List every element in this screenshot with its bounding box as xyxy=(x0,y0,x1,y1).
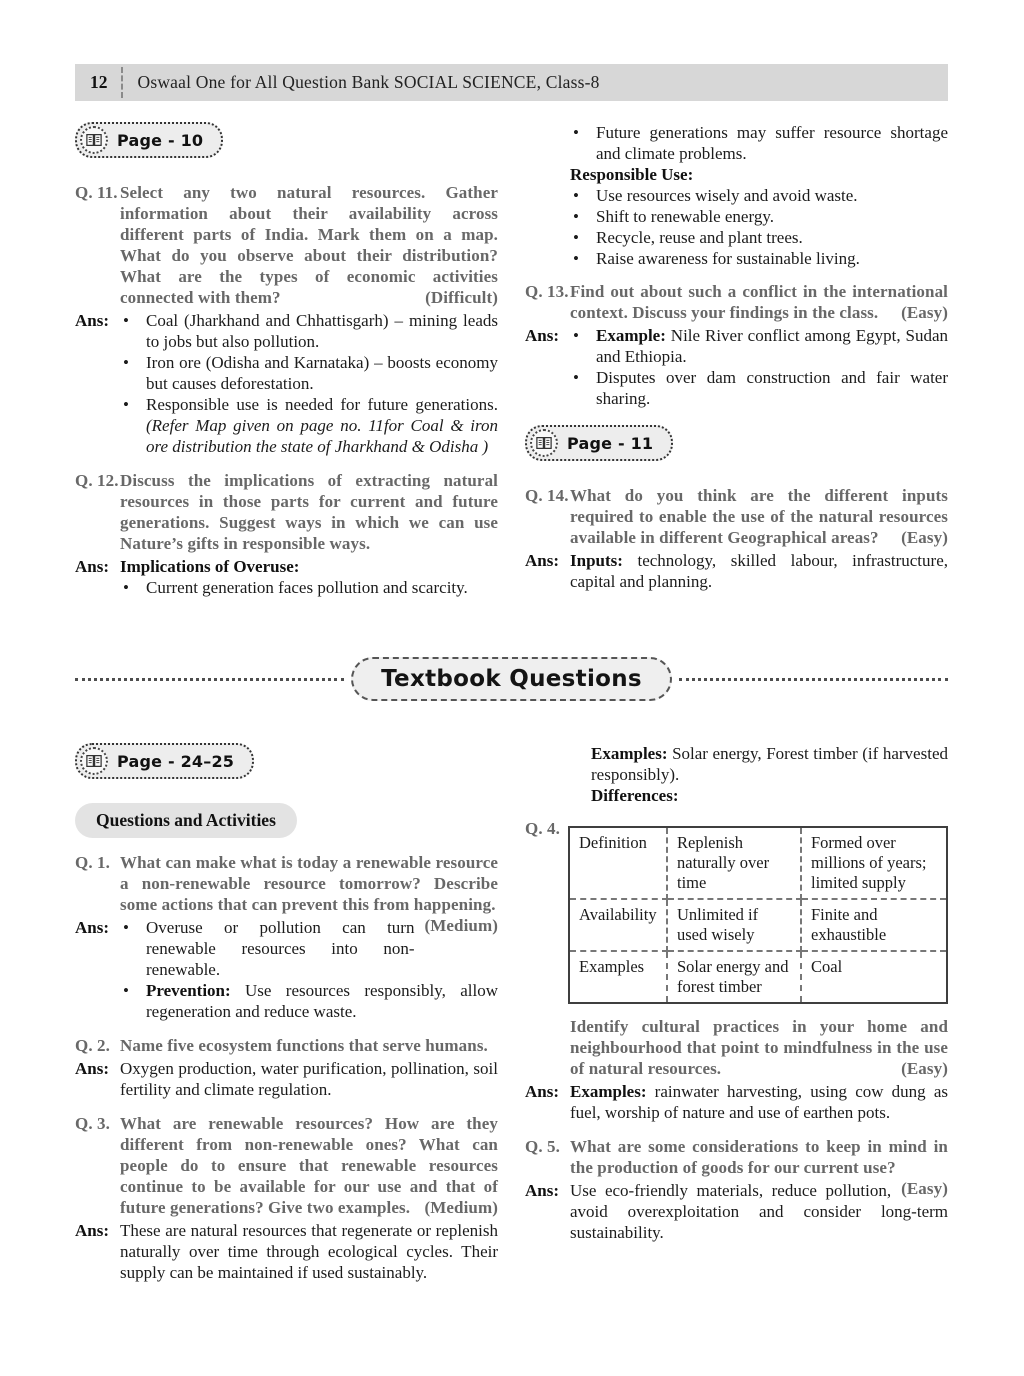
table-cell: Coal xyxy=(811,957,843,976)
page-badge-row xyxy=(75,122,498,158)
answer-label: Ans: xyxy=(525,1082,560,1101)
question-number: Q. 13. xyxy=(525,282,569,301)
answer xyxy=(525,1180,948,1243)
text-segment: Responsible Use: xyxy=(570,165,694,184)
bullet-item xyxy=(120,394,498,457)
page-badge xyxy=(75,743,254,779)
bullet-item xyxy=(120,917,414,980)
question-text xyxy=(120,183,498,307)
bullet-text xyxy=(596,227,948,248)
table-cell: Formed over millions of years; limited supply xyxy=(801,827,947,899)
answer xyxy=(525,325,948,409)
answer-line xyxy=(120,1220,498,1283)
question xyxy=(75,1113,498,1218)
page-badge-label: Page - 11 xyxy=(567,433,654,453)
text-segment: (Refer Map given on page no. 11for Coal & iron ore distribution the state of Jharkhand & Odisha ) xyxy=(146,416,498,456)
bullet-text xyxy=(596,206,948,227)
answer-label: Ans: xyxy=(75,1059,110,1078)
question-number: Q. 5. xyxy=(525,1137,560,1156)
text-segment: Overuse or pollution can turn renewable resources into non-renewable. xyxy=(146,918,415,979)
bullet-item xyxy=(120,577,498,598)
bullet-text xyxy=(146,310,498,352)
page-number: 12 xyxy=(90,72,108,92)
answer-continuation xyxy=(525,743,948,806)
table-cell: Examples xyxy=(569,951,667,1003)
question-number: Q. 3. xyxy=(75,1114,110,1133)
answer xyxy=(75,1220,498,1283)
bullet-text xyxy=(146,352,498,394)
question-text xyxy=(570,1017,948,1078)
bottom-right-column xyxy=(525,743,948,1296)
top-left-column xyxy=(75,122,498,611)
bullet-item xyxy=(570,185,948,206)
bullet-icon: • xyxy=(573,207,579,226)
answer-content xyxy=(120,310,498,457)
answer-line xyxy=(570,164,948,185)
page-badge-label: Page - 10 xyxy=(117,130,204,150)
answer-line xyxy=(570,1081,948,1123)
subsection-pill: Questions and Activities xyxy=(75,803,297,838)
page-badge xyxy=(525,425,673,461)
question xyxy=(75,182,498,308)
qa-item xyxy=(75,1035,498,1100)
answer xyxy=(75,310,498,457)
answer-label: Ans: xyxy=(525,326,560,345)
page-badge-row xyxy=(525,425,948,461)
answer-content xyxy=(570,1081,948,1123)
text-segment: Differences: xyxy=(591,786,679,805)
bullet-icon: • xyxy=(573,249,579,268)
answer-content xyxy=(120,556,498,598)
bullet-text xyxy=(596,185,948,206)
text-segment: Inputs: xyxy=(570,551,623,570)
question-text xyxy=(570,282,948,322)
question-number: Q. 4. xyxy=(525,819,560,838)
top-right-column xyxy=(525,122,948,611)
book-icon xyxy=(80,747,108,775)
text-segment: Oxygen production, water purification, pollination, soil fertility and climate regulation. xyxy=(120,1059,498,1099)
text-segment: Name five ecosystem functions that serve humans. xyxy=(120,1036,488,1055)
question-text xyxy=(570,1137,948,1198)
text-segment: Raise awareness for sustainable living. xyxy=(596,249,860,268)
question-text xyxy=(120,471,498,553)
text-segment: Examples: xyxy=(570,1082,647,1101)
text-segment: Discuss the implications of extracting natural resources in those parts for current and future generations. Suggest ways in which we can use Nature’s gifts in responsible ways. xyxy=(120,471,498,553)
difficulty-label: (Easy) xyxy=(901,1059,948,1078)
book-icon xyxy=(530,429,558,457)
difficulty-label: (Easy) xyxy=(901,1179,948,1198)
text-segment: Future generations may suffer resource shortage and climate problems. xyxy=(596,123,948,163)
answer-content xyxy=(570,325,948,409)
text-segment: Nile River conflict among Egypt, Sudan and Ethiopia. xyxy=(596,326,948,366)
bullet-item xyxy=(570,248,948,269)
qa-item xyxy=(75,182,498,457)
difficulty-label: (Easy) xyxy=(901,303,948,322)
table-cell: Replenish naturally over time xyxy=(667,827,801,899)
answer-line xyxy=(570,550,948,592)
bullet-item xyxy=(570,325,948,367)
header-title: Oswaal One for All Question Bank SOCIAL SCIENCE, Class-8 xyxy=(137,72,600,92)
text-segment: Coal (Jharkhand and Chhattisgarh) – mining leads to jobs but also pollution. xyxy=(146,311,498,351)
table-cell: Finite and exhaustible xyxy=(801,899,947,951)
qa-item xyxy=(75,852,498,1022)
table-cell: Solar energy and forest timber xyxy=(667,951,801,1003)
bullet-text xyxy=(596,248,948,269)
question-text xyxy=(120,1036,488,1055)
text-segment: What do you think are the different inputs required to enable the use of the natural resources available in different Geographical areas? xyxy=(570,486,948,547)
book-icon xyxy=(80,126,108,154)
text-segment: technology, skilled labour, infrastructure, capital and planning. xyxy=(570,551,948,591)
text-segment: Disputes over dam construction and fair water sharing. xyxy=(596,368,948,408)
bullet-item xyxy=(120,352,498,394)
bullet-icon: • xyxy=(573,228,579,247)
qa-item xyxy=(525,818,948,1123)
qa-item xyxy=(75,470,498,598)
answer-label: Ans: xyxy=(75,557,110,576)
table-cell: Unlimited if used wisely xyxy=(667,899,801,951)
bullet-icon: • xyxy=(123,395,129,414)
answer xyxy=(75,556,498,598)
answer-line xyxy=(570,1180,948,1243)
bullet-icon: • xyxy=(123,578,129,597)
page-header-bar xyxy=(75,64,948,101)
bullet-item xyxy=(570,227,948,248)
text-segment: Examples: xyxy=(591,744,668,763)
text-segment: Iron ore (Odisha and Karnataka) – boosts economy but causes deforestation. xyxy=(146,353,498,393)
bullet-text xyxy=(596,325,948,367)
answer-line xyxy=(120,556,498,577)
difficulty-label: (Medium) xyxy=(424,916,498,935)
top-section xyxy=(75,122,948,611)
qa-item xyxy=(525,281,948,409)
answer-label: Ans: xyxy=(75,1221,110,1240)
answer-line xyxy=(591,743,948,785)
bottom-section xyxy=(75,743,948,1296)
answer-label: Ans: xyxy=(75,918,110,937)
text-segment: Find out about such a conflict in the international context. Discuss your findings in the class. xyxy=(570,282,948,322)
bullet-icon: • xyxy=(573,123,579,142)
answer xyxy=(75,917,498,1022)
question-number: Q. 14. xyxy=(525,486,569,505)
answer-content xyxy=(570,1180,948,1243)
bullet-item xyxy=(570,367,948,409)
bullet-icon: • xyxy=(573,186,579,205)
question xyxy=(525,818,948,1079)
bullet-icon: • xyxy=(123,353,129,372)
text-segment: These are natural resources that regenerate or replenish naturally over time through ecological cycles. Their supply can be maintained if used sustainably. xyxy=(120,1221,498,1282)
answer-content xyxy=(120,1058,498,1100)
text-segment: What can make what is today a renewable resource a non-renewable resource tomorrow? Describe some actions that can prevent this from happening. xyxy=(120,853,498,914)
bullet-text xyxy=(596,367,948,409)
text-segment: Recycle, reuse and plant trees. xyxy=(596,228,803,247)
text-segment: Example: xyxy=(596,326,666,345)
bullet-text xyxy=(596,122,948,164)
question-text xyxy=(120,1114,498,1217)
difficulty-label: (Medium) xyxy=(424,1198,498,1217)
text-segment: Identify cultural practices in your home and neighbourhood that point to mindfulness in the use of natural resources. xyxy=(570,1017,948,1078)
bullet-icon: • xyxy=(123,918,129,937)
difficulty-label: (Easy) xyxy=(901,528,948,547)
text-segment: Current generation faces pollution and scarcity. xyxy=(146,578,468,597)
bullet-icon: • xyxy=(573,326,579,345)
text-segment: Shift to renewable energy. xyxy=(596,207,774,226)
question-text xyxy=(120,853,498,935)
answer-content xyxy=(120,1220,498,1283)
page-badge-row xyxy=(75,743,498,779)
table-cell: Availability xyxy=(569,899,667,951)
page-badge xyxy=(75,122,223,158)
qa-item xyxy=(525,485,948,592)
answer xyxy=(525,550,948,592)
textbook-questions-divider xyxy=(75,657,948,701)
text-segment: Use eco-friendly materials, reduce pollution, avoid overexploitation and consider long-term sustainability. xyxy=(570,1181,948,1242)
bullet-item xyxy=(120,310,498,352)
text-segment: Solar energy, Forest timber (if harvested responsibly). xyxy=(591,744,948,784)
bullet-item xyxy=(120,980,498,1022)
text-segment: Select any two natural resources. Gather information about their availability across different parts of India. Mark them on a map. What do you observe about their distribution? What are the types of economic activities connected with them? xyxy=(120,183,498,307)
qa-item xyxy=(525,1136,948,1243)
question xyxy=(525,281,948,323)
bottom-left-column xyxy=(75,743,498,1296)
text-segment: Responsible use is needed for future generations. xyxy=(146,395,498,414)
answer-continuation xyxy=(525,122,948,269)
text-segment: What are some considerations to keep in mind in the production of goods for our current use? xyxy=(570,1137,948,1177)
bullet-icon: • xyxy=(573,368,579,387)
bullet-icon: • xyxy=(123,311,129,330)
qa-item xyxy=(75,1113,498,1283)
answer-line xyxy=(591,785,948,806)
text-segment: Use resources responsibly, allow regeneration and reduce waste. xyxy=(146,981,498,1021)
bullet-text xyxy=(146,394,498,457)
text-segment: Prevention: xyxy=(146,981,231,1000)
bullet-item xyxy=(570,206,948,227)
subsection-row xyxy=(75,803,498,838)
answer-label: Ans: xyxy=(75,311,110,330)
question-number: Q. 12. xyxy=(75,471,119,490)
page-badge-label: Page - 24–25 xyxy=(117,751,235,771)
answer-line xyxy=(120,1058,498,1100)
textbook-questions-badge: Textbook Questions xyxy=(351,657,672,701)
table-cell: Definition xyxy=(569,827,667,899)
question xyxy=(75,470,498,554)
text-segment: rainwater harvesting, using cow dung as fuel, worship of nature and use of earthen pots. xyxy=(570,1082,948,1122)
answer xyxy=(75,1058,498,1100)
question-text xyxy=(570,486,948,547)
question xyxy=(525,485,948,548)
question-number: Q. 11. xyxy=(75,183,118,202)
bullet-text xyxy=(146,980,498,1022)
difficulty-label: (Difficult) xyxy=(425,288,498,307)
text-segment: Implications of Overuse: xyxy=(120,557,300,576)
bullet-item xyxy=(570,122,948,164)
question-number: Q. 2. xyxy=(75,1036,110,1055)
answer-content xyxy=(570,550,948,592)
answer-content xyxy=(120,917,498,1022)
bullet-text xyxy=(146,917,414,980)
question-number: Q. 1. xyxy=(75,853,110,872)
question xyxy=(75,1035,498,1056)
bullet-icon: • xyxy=(123,981,129,1000)
answer-label: Ans: xyxy=(525,1181,560,1200)
answer xyxy=(525,1081,948,1123)
bullet-text xyxy=(146,577,498,598)
text-segment: Use resources wisely and avoid waste. xyxy=(596,186,858,205)
answer-label: Ans: xyxy=(525,551,560,570)
text-segment: What are renewable resources? How are they different from non-renewable ones? What can people do to ensure that renewable resources continue to be available for our use and that of future generations? Give two examples. xyxy=(120,1114,498,1217)
